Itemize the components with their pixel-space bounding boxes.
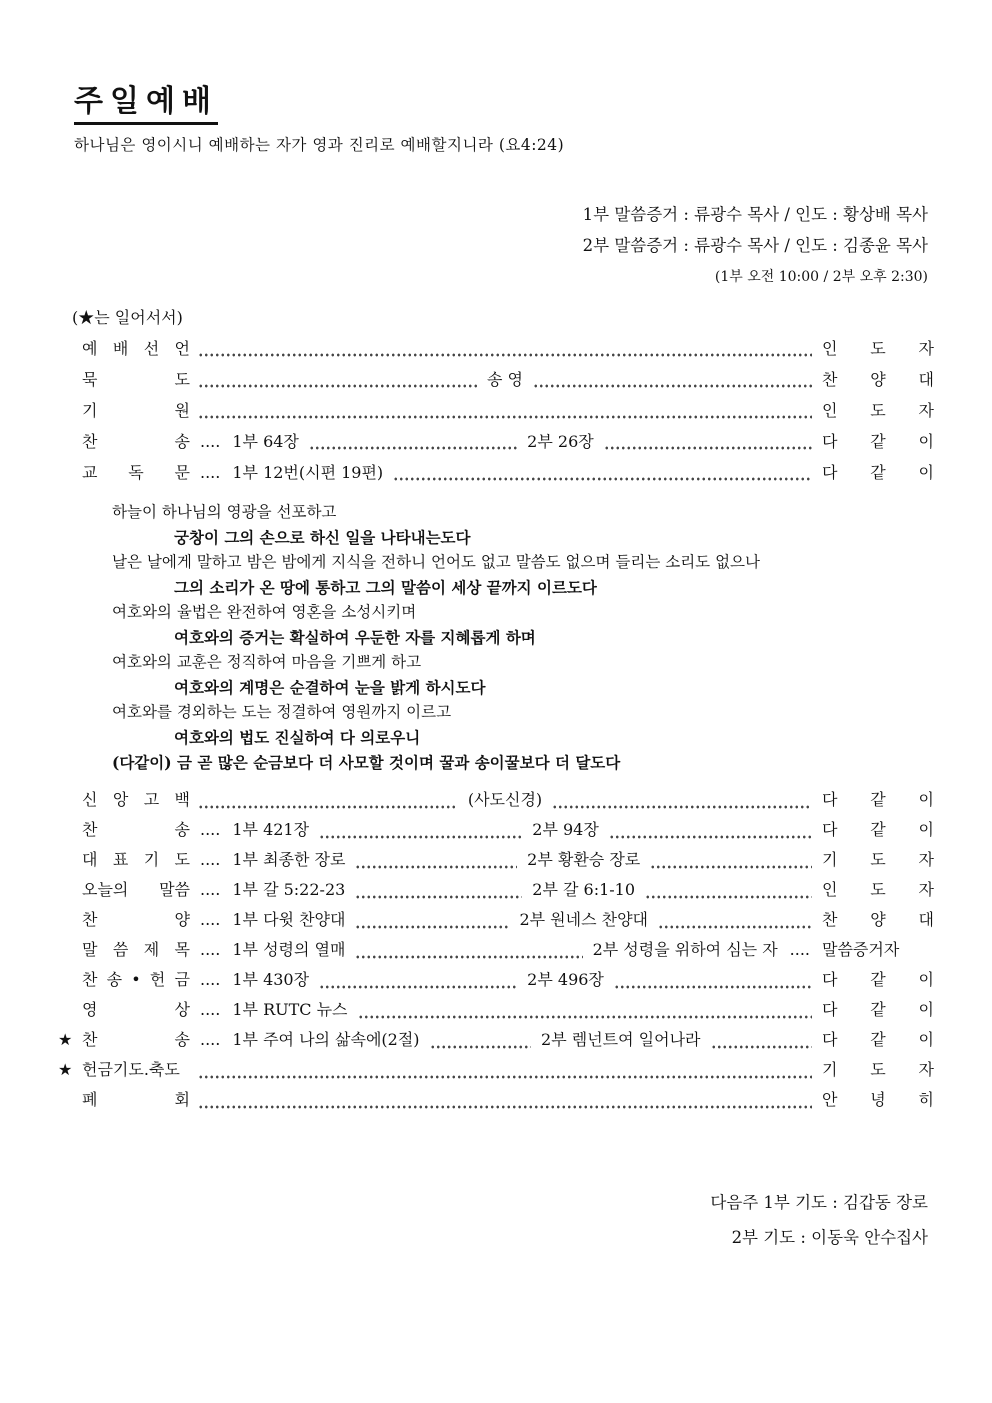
item-detail: .... — [200, 970, 221, 989]
dot-leader — [711, 1025, 812, 1055]
item-detail: 2부 26장 — [527, 432, 594, 451]
dot-leader — [355, 905, 509, 935]
reading-line: (다같이) 금 곧 많은 순금보다 더 사모할 것이며 꿀과 송이꿀보다 더 달도다 — [112, 753, 621, 772]
item-detail: 1부 주여 나의 삶속에(2절) — [232, 1030, 420, 1049]
dot-leader — [198, 333, 812, 364]
item-detail: 1부 성령의 열매 — [232, 940, 346, 959]
next-week-prayer-block — [0, 1185, 992, 1255]
star-slot — [58, 426, 82, 457]
item-detail: 1부 64장 — [232, 432, 299, 451]
item-performer: 기 도 자 — [822, 1060, 934, 1079]
next-week-line-1: 다음주 1부 기도 : 김갑동 장로 — [710, 1193, 928, 1212]
reading-line: 그의 소리가 온 땅에 통하고 그의 말씀이 세상 끝까지 이르도다 — [174, 578, 597, 597]
item-label: 예 배 선 언 — [82, 339, 190, 358]
item-detail: 2부 렘넌트여 일어나라 — [541, 1030, 701, 1049]
dot-leader — [355, 845, 517, 875]
item-detail: 1부 갈 5:22-23 — [232, 880, 346, 899]
reading-line: 여호와의 계명은 순결하여 눈을 밝게 하시도다 — [174, 678, 486, 697]
star-slot — [58, 457, 82, 488]
reading-line: 여호와를 경외하는 도는 정결하여 영원까지 이르고 — [112, 703, 452, 721]
item-label: 찬 송 • 헌 금 — [82, 970, 190, 989]
item-detail: 1부 RUTC 뉴스 — [232, 1000, 348, 1019]
star-slot — [58, 845, 82, 875]
item-performer: 인 도 자 — [822, 401, 934, 420]
standing-note: (★는 일어서서) — [72, 308, 183, 327]
star-slot — [58, 905, 82, 935]
item-label: 오늘의 말씀 — [82, 880, 190, 899]
item-label: 헌금기도.축도 — [82, 1060, 180, 1079]
order-of-worship-part1 — [0, 333, 992, 488]
item-detail: 송 영 — [487, 370, 523, 389]
item-detail: .... — [200, 940, 221, 959]
worship-item-row — [58, 364, 934, 395]
item-performer: 찬 양 대 — [822, 910, 935, 929]
worship-item-row — [58, 1055, 934, 1085]
item-detail: .... — [200, 850, 221, 869]
dot-leader — [645, 875, 812, 905]
worship-item-row — [58, 815, 934, 845]
item-performer: 다 같 이 — [822, 432, 934, 451]
item-detail: 2부 황환승 장로 — [527, 850, 641, 869]
service-leaders-block — [0, 199, 992, 290]
reading-line: 날은 날에게 말하고 밤은 밤에게 지식을 전하니 언어도 없고 말씀도 없으며 들리는 소리도 없으나 — [112, 553, 761, 571]
item-performer: 다 같 이 — [822, 970, 934, 989]
worship-item-row — [58, 905, 934, 935]
worship-item-row — [58, 1025, 934, 1055]
item-performer: 인 도 자 — [822, 880, 934, 899]
service-times: (1부 오전 10:00 / 2부 오후 2:30) — [714, 269, 928, 285]
item-label: 말 씀 제 목 — [82, 940, 190, 959]
dot-leader — [552, 785, 812, 815]
item-performer: 찬 양 대 — [822, 370, 934, 389]
item-performer: 다 같 이 — [822, 1030, 934, 1049]
item-label: 찬 송 — [82, 820, 190, 839]
star-slot — [58, 395, 82, 426]
item-label: 찬 송 — [82, 432, 190, 451]
item-detail: .... — [200, 432, 221, 451]
reading-line: 하늘이 하나님의 영광을 선포하고 — [112, 503, 337, 521]
star-slot — [58, 1085, 82, 1115]
worship-item-row — [58, 333, 934, 364]
worship-item-row — [58, 935, 934, 965]
star-slot — [58, 333, 82, 364]
page-title: 주일예배 — [74, 76, 218, 125]
item-label: 폐 회 — [82, 1090, 190, 1109]
item-performer: 다 같 이 — [822, 820, 935, 839]
item-performer: 다 같 이 — [822, 790, 934, 809]
dot-leader — [604, 426, 812, 457]
item-detail: 2부 496장 — [527, 970, 604, 989]
dot-leader — [309, 426, 517, 457]
dot-leader — [355, 875, 522, 905]
item-detail: 2부 원네스 찬양대 — [519, 910, 648, 929]
reading-line: 여호와의 법도 진실하여 다 의로우니 — [174, 728, 421, 747]
star-icon: ★ — [58, 1030, 73, 1049]
responsive-reading-block — [0, 500, 992, 775]
item-detail: .... — [200, 820, 221, 839]
item-performer: 기 도 자 — [822, 850, 934, 869]
item-label: 대 표 기 도 — [82, 850, 190, 869]
worship-item-row — [58, 995, 934, 1025]
reading-line: 여호와의 증거는 확실하여 우둔한 자를 지혜롭게 하며 — [174, 628, 536, 647]
item-performer: 인 도 자 — [822, 339, 934, 358]
dot-leader — [650, 845, 812, 875]
dot-leader — [198, 364, 477, 395]
dot-leader — [355, 935, 582, 965]
dot-leader — [393, 457, 812, 488]
dot-leader — [319, 815, 522, 845]
reading-line: 궁창이 그의 손으로 하신 일을 나타내는도다 — [174, 528, 471, 547]
dot-leader — [198, 395, 812, 426]
dot-leader — [430, 1025, 531, 1055]
star-slot — [58, 875, 82, 905]
reading-line: 여호와의 교훈은 정직하여 마음을 기쁘게 하고 — [112, 653, 422, 671]
item-performer: 다 같 이 — [822, 463, 934, 482]
star-slot — [58, 364, 82, 395]
dot-leader — [533, 364, 812, 395]
item-label: 찬 송 — [82, 1030, 190, 1049]
item-detail: 1부 12번(시편 19편) — [232, 463, 384, 482]
star-slot — [58, 935, 82, 965]
item-label: 교 독 문 — [82, 463, 190, 482]
order-of-worship-part2 — [0, 785, 992, 1115]
dot-leader — [198, 1055, 812, 1085]
star-slot — [58, 995, 82, 1025]
worship-item-row — [58, 845, 934, 875]
dot-leader — [614, 965, 812, 995]
dot-leader — [198, 785, 458, 815]
item-detail: .... — [200, 1000, 221, 1019]
item-detail: .... — [789, 940, 810, 959]
star-slot — [58, 965, 82, 995]
worship-item-row — [58, 1085, 934, 1115]
dot-leader — [319, 965, 517, 995]
dot-leader — [198, 1085, 812, 1115]
worship-item-row — [58, 875, 934, 905]
item-detail: 1부 다윗 찬양대 — [232, 910, 346, 929]
service-leaders-line-1: 1부 말씀증거 : 류광수 목사 / 인도 : 황상배 목사 — [582, 205, 928, 224]
item-detail: .... — [200, 910, 221, 929]
item-performer: 말씀증거자 — [822, 940, 900, 959]
item-label: 영 상 — [82, 1000, 190, 1019]
worship-item-row — [58, 965, 934, 995]
item-detail: 1부 최종한 장로 — [232, 850, 346, 869]
service-leaders-line-2: 2부 말씀증거 : 류광수 목사 / 인도 : 김종윤 목사 — [582, 236, 928, 255]
next-week-line-2: 2부 기도 : 이동욱 안수집사 — [731, 1228, 928, 1247]
item-performer: 안 녕 히 — [822, 1090, 934, 1109]
item-detail: .... — [200, 463, 221, 482]
worship-item-row — [58, 395, 934, 426]
star-icon: ★ — [58, 1060, 73, 1079]
reading-line: 여호와의 율법은 완전하여 영혼을 소성시키며 — [112, 603, 417, 621]
page-subtitle: 하나님은 영이시니 예배하는 자가 영과 진리로 예배할지니라 (요4:24) — [74, 136, 565, 154]
worship-item-row — [58, 785, 934, 815]
item-label: 찬 양 — [82, 910, 190, 929]
item-detail: .... — [200, 1030, 221, 1049]
star-slot — [58, 815, 82, 845]
dot-leader — [609, 815, 812, 845]
item-label: 신 앙 고 백 — [82, 790, 190, 809]
item-detail: 1부 430장 — [232, 970, 310, 989]
star-slot — [58, 785, 82, 815]
item-detail: .... — [200, 880, 221, 899]
dot-leader — [358, 995, 812, 1025]
dot-leader — [658, 905, 812, 935]
item-label: 묵 도 — [82, 370, 190, 389]
item-detail: 2부 94장 — [532, 820, 599, 839]
item-detail: (사도신경) — [467, 790, 543, 809]
worship-item-row — [58, 457, 934, 488]
item-label: 기 원 — [82, 401, 190, 420]
item-performer: 다 같 이 — [822, 1000, 934, 1019]
item-detail: 2부 갈 6:1-10 — [532, 880, 636, 899]
item-detail: 1부 421장 — [232, 820, 310, 839]
worship-item-row — [58, 426, 934, 457]
item-detail: 2부 성령을 위하여 심는 자 — [592, 940, 778, 959]
